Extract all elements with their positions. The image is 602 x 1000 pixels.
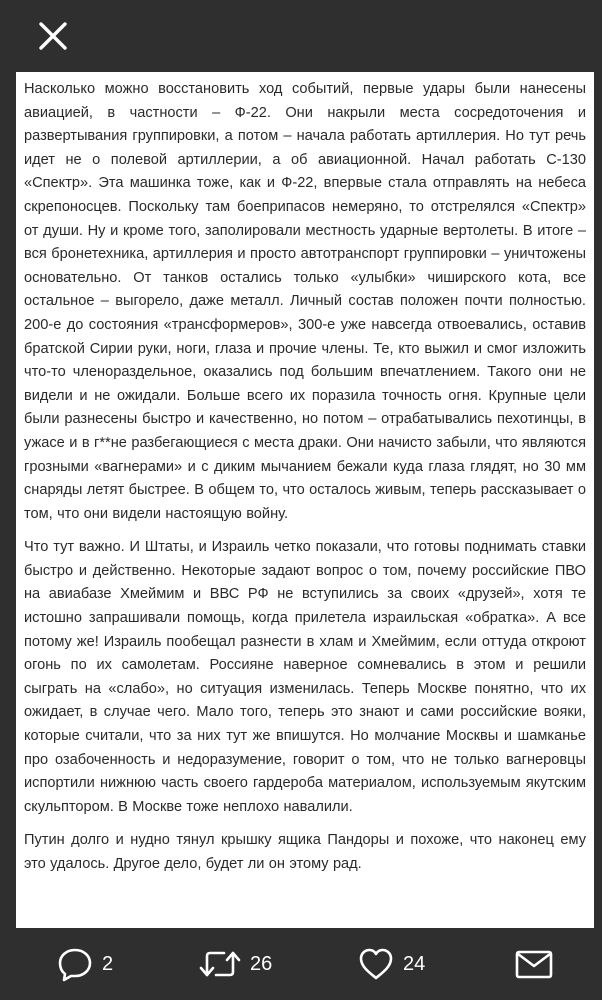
tweet-action-bar xyxy=(0,930,602,1000)
mail-icon xyxy=(514,945,554,983)
text-paragraph-1: Насколько можно восстановить ход событий, первые удары были нанесены авиацией, в частности – Ф-22. Они накрыли места сосредоточения и развертывания группировки, а потом – начала работать артиллерия. Но тут речь идет не о полевой артиллерии, а об авиационной. Начал работать С-130 «Спектр». Эта машинка тоже, как и Ф-22, впервые стала отправлять на небеса скрепоносцев. Поскольку там боеприпасов немеряно, то отстрелялся «Спектр» от души. Ну и кроме того, заполировали местность ударные вертолеты. В итоге – вся бронетехника, артиллерия и просто автотранспорт группировки – уничтожены основательно. От танков остались только «улыбки» чиширского кота, все остальное – выгорело, даже металл. Личный состав положен почти полностью. 200-е до состояния «трансформеров», 300-е уже навсегда отвоевались, оставив братской Сирии руки, ноги, глаза и прочие члены. Те, кто выжил и смог изложить что-то членораздельное, оказались под большим впечатлением. Такого они не видели и не ожидали. Больше всего их поразила точность огня. Крупные цели были разнесены быстро и качественно, но потом – отрабатывались пехотинцы, в ужасе и в г**не разбегающиеся с места драки. Они начисто забыли, что являются грозными «вагнерами» и с диким мычанием бежали куда глаза глядят, но 30 мм снаряды летят быстрее. В общем то, что осталось живым, теперь рассказывает о том, что они видели настоящую войну. xyxy=(24,81,586,522)
retweet-count: 26 xyxy=(250,952,273,975)
close-button[interactable] xyxy=(32,16,72,56)
text-paragraph-3: Путин долго и нудно тянул крышку ящика Пандоры и похоже, что наконец ему это удалось. Другое дело, будет ли он этому рад. xyxy=(24,832,586,872)
reply-count: 2 xyxy=(102,952,114,975)
reply-icon xyxy=(56,945,94,983)
like-button[interactable] xyxy=(357,944,425,984)
close-icon xyxy=(32,16,72,56)
retweet-button[interactable] xyxy=(198,944,272,984)
heart-icon xyxy=(357,945,395,983)
reply-button[interactable] xyxy=(56,944,113,984)
text-paragraph-2: Что тут важно. И Штаты, и Израиль четко показали, что готовы поднимать ставки быстро и действенно. Некоторые задают вопрос о том, почему российские ПВО на авиабазе Хмеймим и ВВС РФ не вступились за своих «друзей», хотя те истошно запрашивали помощь, когда прилетела израильская «обратка». А все потому же! Израиль пообещал разнести в хлам и Хмеймим, если оттуда откроют огонь по их самолетам. Россияне наверное сомневались в этом и решили сыграть на «слабо», но ситуация изменилась. Теперь Москве понятно, что их ожидает, в случае чего. Мало того, теперь это знают и сами российские вояки, которые считали, что за них тут же впишутся. Но молчание Москвы и шамканье про озабоченность и недоразумение, говорит о том, что не только вагнеровцы испортили нижнюю часть своего гардероба материалом, используемым якутским скульптором. В Москве тоже неплохо навалили. xyxy=(24,539,586,815)
post-image xyxy=(16,72,594,928)
like-count: 24 xyxy=(403,952,426,975)
share-button[interactable] xyxy=(514,944,554,984)
retweet-icon xyxy=(198,945,242,983)
